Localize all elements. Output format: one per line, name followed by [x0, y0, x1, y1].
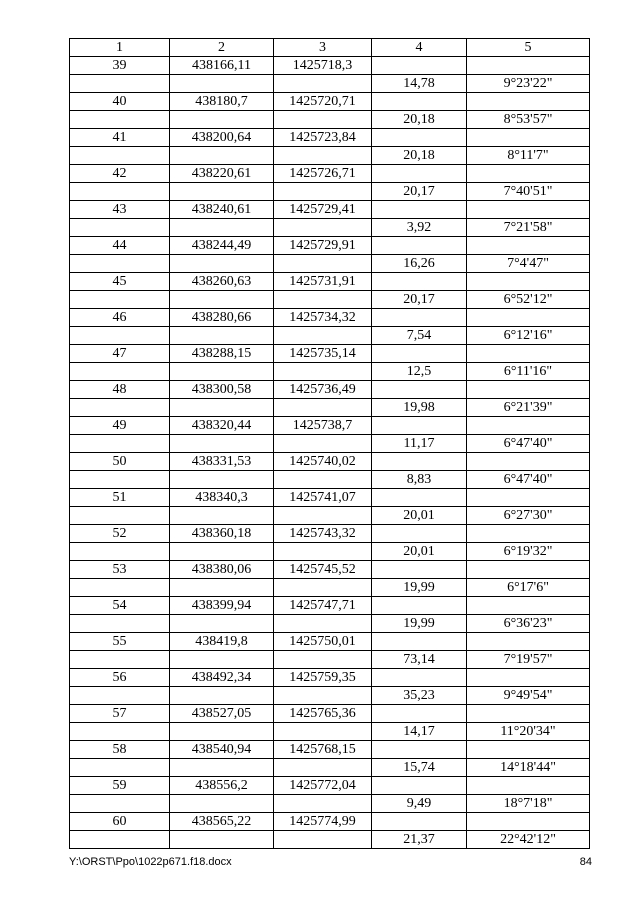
point-number-cell [70, 255, 170, 273]
angle-cell [467, 777, 590, 795]
distance-cell [372, 633, 467, 651]
point-number-cell: 41 [70, 129, 170, 147]
table-row [70, 183, 590, 201]
angle-cell: 22°42'12" [467, 831, 590, 849]
angle-cell [467, 93, 590, 111]
x-coordinate-cell: 438260,63 [170, 273, 274, 291]
y-coordinate-cell: 1425738,7 [274, 417, 372, 435]
point-number-cell: 55 [70, 633, 170, 651]
y-coordinate-cell: 1425768,15 [274, 741, 372, 759]
y-coordinate-cell [274, 435, 372, 453]
y-coordinate-cell [274, 471, 372, 489]
table-row [70, 543, 590, 561]
angle-cell: 9°23'22" [467, 75, 590, 93]
distance-cell: 8,83 [372, 471, 467, 489]
distance-cell: 35,23 [372, 687, 467, 705]
angle-cell [467, 669, 590, 687]
distance-cell: 19,99 [372, 615, 467, 633]
table-row [70, 705, 590, 723]
distance-cell [372, 129, 467, 147]
angle-cell [467, 417, 590, 435]
x-coordinate-cell: 438320,44 [170, 417, 274, 435]
y-coordinate-cell [274, 255, 372, 273]
y-coordinate-cell [274, 615, 372, 633]
y-coordinate-cell: 1425720,71 [274, 93, 372, 111]
x-coordinate-cell [170, 435, 274, 453]
table-row [70, 723, 590, 741]
table-row [70, 561, 590, 579]
distance-cell [372, 165, 467, 183]
header-col-2: 2 [170, 39, 274, 57]
x-coordinate-cell: 438565,22 [170, 813, 274, 831]
x-coordinate-cell: 438220,61 [170, 165, 274, 183]
x-coordinate-cell [170, 147, 274, 165]
x-coordinate-cell [170, 507, 274, 525]
table-row [70, 615, 590, 633]
angle-cell [467, 489, 590, 507]
coordinates-table [69, 38, 590, 849]
table-row [70, 381, 590, 399]
angle-cell [467, 813, 590, 831]
table-row [70, 489, 590, 507]
table-row [70, 579, 590, 597]
angle-cell: 6°27'30" [467, 507, 590, 525]
angle-cell [467, 129, 590, 147]
point-number-cell: 54 [70, 597, 170, 615]
x-coordinate-cell [170, 471, 274, 489]
x-coordinate-cell [170, 759, 274, 777]
angle-cell [467, 453, 590, 471]
point-number-cell: 46 [70, 309, 170, 327]
x-coordinate-cell [170, 327, 274, 345]
distance-cell [372, 381, 467, 399]
y-coordinate-cell [274, 75, 372, 93]
point-number-cell [70, 759, 170, 777]
distance-cell: 16,26 [372, 255, 467, 273]
table-row [70, 741, 590, 759]
x-coordinate-cell: 438180,7 [170, 93, 274, 111]
angle-cell: 6°11'16" [467, 363, 590, 381]
table-row [70, 471, 590, 489]
table-header-row [70, 39, 590, 57]
distance-cell [372, 309, 467, 327]
table-row [70, 399, 590, 417]
y-coordinate-cell [274, 543, 372, 561]
x-coordinate-cell [170, 543, 274, 561]
angle-cell: 6°21'39" [467, 399, 590, 417]
table-row [70, 57, 590, 75]
distance-cell: 20,17 [372, 291, 467, 309]
y-coordinate-cell: 1425740,02 [274, 453, 372, 471]
x-coordinate-cell: 438527,05 [170, 705, 274, 723]
table-row [70, 255, 590, 273]
point-number-cell: 48 [70, 381, 170, 399]
x-coordinate-cell: 438240,61 [170, 201, 274, 219]
angle-cell: 18°7'18" [467, 795, 590, 813]
x-coordinate-cell: 438380,06 [170, 561, 274, 579]
y-coordinate-cell [274, 219, 372, 237]
point-number-cell [70, 435, 170, 453]
distance-cell: 20,18 [372, 111, 467, 129]
x-coordinate-cell: 438540,94 [170, 741, 274, 759]
angle-cell: 6°47'40" [467, 471, 590, 489]
y-coordinate-cell [274, 399, 372, 417]
y-coordinate-cell: 1425729,41 [274, 201, 372, 219]
x-coordinate-cell [170, 183, 274, 201]
table-row [70, 165, 590, 183]
angle-cell [467, 273, 590, 291]
x-coordinate-cell: 438244,49 [170, 237, 274, 255]
point-number-cell: 50 [70, 453, 170, 471]
angle-cell [467, 201, 590, 219]
y-coordinate-cell [274, 723, 372, 741]
table-row [70, 327, 590, 345]
point-number-cell [70, 219, 170, 237]
y-coordinate-cell [274, 831, 372, 849]
x-coordinate-cell [170, 687, 274, 705]
angle-cell [467, 309, 590, 327]
angle-cell [467, 525, 590, 543]
distance-cell: 19,98 [372, 399, 467, 417]
distance-cell: 15,74 [372, 759, 467, 777]
x-coordinate-cell [170, 723, 274, 741]
table-row [70, 237, 590, 255]
point-number-cell: 49 [70, 417, 170, 435]
point-number-cell [70, 291, 170, 309]
y-coordinate-cell: 1425747,71 [274, 597, 372, 615]
point-number-cell [70, 399, 170, 417]
y-coordinate-cell: 1425726,71 [274, 165, 372, 183]
angle-cell [467, 345, 590, 363]
header-col-4: 4 [372, 39, 467, 57]
point-number-cell [70, 723, 170, 741]
distance-cell [372, 273, 467, 291]
footer-file-path: Y:\ORST\Ppo\1022p671.f18.docx [69, 856, 232, 868]
point-number-cell [70, 471, 170, 489]
distance-cell [372, 669, 467, 687]
table-row [70, 345, 590, 363]
point-number-cell [70, 507, 170, 525]
table-row [70, 651, 590, 669]
point-number-cell: 56 [70, 669, 170, 687]
distance-cell [372, 525, 467, 543]
angle-cell: 14°18'44" [467, 759, 590, 777]
point-number-cell [70, 687, 170, 705]
y-coordinate-cell: 1425765,36 [274, 705, 372, 723]
distance-cell: 20,18 [372, 147, 467, 165]
table-row [70, 597, 590, 615]
angle-cell: 7°21'58" [467, 219, 590, 237]
x-coordinate-cell: 438331,53 [170, 453, 274, 471]
table-body [70, 57, 590, 849]
table-row [70, 273, 590, 291]
distance-cell [372, 57, 467, 75]
header-col-3: 3 [274, 39, 372, 57]
y-coordinate-cell [274, 651, 372, 669]
x-coordinate-cell: 438419,8 [170, 633, 274, 651]
distance-cell [372, 813, 467, 831]
angle-cell: 6°17'6" [467, 579, 590, 597]
distance-cell: 9,49 [372, 795, 467, 813]
y-coordinate-cell: 1425750,01 [274, 633, 372, 651]
x-coordinate-cell [170, 75, 274, 93]
point-number-cell: 53 [70, 561, 170, 579]
y-coordinate-cell: 1425772,04 [274, 777, 372, 795]
y-coordinate-cell [274, 759, 372, 777]
distance-cell [372, 741, 467, 759]
angle-cell: 9°49'54" [467, 687, 590, 705]
x-coordinate-cell [170, 399, 274, 417]
angle-cell: 6°36'23" [467, 615, 590, 633]
y-coordinate-cell [274, 327, 372, 345]
header-col-5: 5 [467, 39, 590, 57]
table-row [70, 75, 590, 93]
distance-cell: 7,54 [372, 327, 467, 345]
angle-cell: 7°19'57" [467, 651, 590, 669]
table-row [70, 291, 590, 309]
point-number-cell: 59 [70, 777, 170, 795]
point-number-cell [70, 75, 170, 93]
distance-cell [372, 705, 467, 723]
point-number-cell: 57 [70, 705, 170, 723]
x-coordinate-cell: 438288,15 [170, 345, 274, 363]
angle-cell: 8°11'7" [467, 147, 590, 165]
point-number-cell: 40 [70, 93, 170, 111]
y-coordinate-cell [274, 363, 372, 381]
y-coordinate-cell [274, 147, 372, 165]
table-row [70, 201, 590, 219]
y-coordinate-cell [274, 507, 372, 525]
angle-cell: 6°52'12" [467, 291, 590, 309]
distance-cell [372, 453, 467, 471]
y-coordinate-cell [274, 111, 372, 129]
x-coordinate-cell [170, 651, 274, 669]
table-row [70, 795, 590, 813]
angle-cell [467, 237, 590, 255]
point-number-cell [70, 651, 170, 669]
x-coordinate-cell: 438166,11 [170, 57, 274, 75]
angle-cell [467, 561, 590, 579]
table-row [70, 507, 590, 525]
x-coordinate-cell [170, 579, 274, 597]
angle-cell [467, 741, 590, 759]
x-coordinate-cell: 438200,64 [170, 129, 274, 147]
table-row [70, 669, 590, 687]
x-coordinate-cell [170, 255, 274, 273]
table-row [70, 813, 590, 831]
distance-cell: 11,17 [372, 435, 467, 453]
footer-page-number: 84 [579, 856, 592, 868]
distance-cell [372, 345, 467, 363]
y-coordinate-cell: 1425745,52 [274, 561, 372, 579]
distance-cell [372, 489, 467, 507]
y-coordinate-cell [274, 291, 372, 309]
header-col-1: 1 [70, 39, 170, 57]
angle-cell [467, 597, 590, 615]
point-number-cell: 44 [70, 237, 170, 255]
table-row [70, 363, 590, 381]
y-coordinate-cell: 1425736,49 [274, 381, 372, 399]
x-coordinate-cell [170, 615, 274, 633]
distance-cell: 12,5 [372, 363, 467, 381]
angle-cell [467, 381, 590, 399]
table-row [70, 759, 590, 777]
distance-cell [372, 777, 467, 795]
point-number-cell [70, 327, 170, 345]
distance-cell: 19,99 [372, 579, 467, 597]
point-number-cell: 39 [70, 57, 170, 75]
angle-cell [467, 165, 590, 183]
distance-cell [372, 561, 467, 579]
x-coordinate-cell: 438492,34 [170, 669, 274, 687]
y-coordinate-cell: 1425759,35 [274, 669, 372, 687]
table-row [70, 777, 590, 795]
x-coordinate-cell: 438556,2 [170, 777, 274, 795]
distance-cell: 14,78 [372, 75, 467, 93]
x-coordinate-cell [170, 795, 274, 813]
point-number-cell: 43 [70, 201, 170, 219]
y-coordinate-cell: 1425743,32 [274, 525, 372, 543]
y-coordinate-cell: 1425735,14 [274, 345, 372, 363]
point-number-cell: 52 [70, 525, 170, 543]
distance-cell [372, 93, 467, 111]
table-row [70, 309, 590, 327]
table-row [70, 435, 590, 453]
angle-cell [467, 633, 590, 651]
table-row [70, 111, 590, 129]
table-row [70, 417, 590, 435]
angle-cell: 7°40'51" [467, 183, 590, 201]
distance-cell: 3,92 [372, 219, 467, 237]
y-coordinate-cell: 1425741,07 [274, 489, 372, 507]
angle-cell: 6°19'32" [467, 543, 590, 561]
table-row [70, 453, 590, 471]
y-coordinate-cell [274, 183, 372, 201]
distance-cell [372, 201, 467, 219]
angle-cell [467, 705, 590, 723]
table-row [70, 129, 590, 147]
y-coordinate-cell [274, 795, 372, 813]
x-coordinate-cell: 438300,58 [170, 381, 274, 399]
point-number-cell [70, 795, 170, 813]
y-coordinate-cell: 1425723,84 [274, 129, 372, 147]
point-number-cell: 45 [70, 273, 170, 291]
y-coordinate-cell [274, 687, 372, 705]
y-coordinate-cell: 1425774,99 [274, 813, 372, 831]
angle-cell: 6°12'16" [467, 327, 590, 345]
distance-cell: 73,14 [372, 651, 467, 669]
y-coordinate-cell: 1425734,32 [274, 309, 372, 327]
point-number-cell [70, 579, 170, 597]
y-coordinate-cell: 1425729,91 [274, 237, 372, 255]
table-row [70, 633, 590, 651]
angle-cell: 6°47'40" [467, 435, 590, 453]
x-coordinate-cell [170, 219, 274, 237]
point-number-cell: 42 [70, 165, 170, 183]
point-number-cell: 60 [70, 813, 170, 831]
point-number-cell [70, 615, 170, 633]
point-number-cell: 58 [70, 741, 170, 759]
distance-cell [372, 417, 467, 435]
point-number-cell [70, 831, 170, 849]
x-coordinate-cell: 438280,66 [170, 309, 274, 327]
distance-cell: 20,01 [372, 507, 467, 525]
x-coordinate-cell [170, 291, 274, 309]
table-row [70, 93, 590, 111]
x-coordinate-cell: 438360,18 [170, 525, 274, 543]
y-coordinate-cell [274, 579, 372, 597]
y-coordinate-cell: 1425718,3 [274, 57, 372, 75]
table-row [70, 687, 590, 705]
angle-cell [467, 57, 590, 75]
distance-cell: 21,37 [372, 831, 467, 849]
angle-cell: 8°53'57" [467, 111, 590, 129]
distance-cell [372, 597, 467, 615]
table-row [70, 525, 590, 543]
distance-cell: 14,17 [372, 723, 467, 741]
point-number-cell: 51 [70, 489, 170, 507]
table-row [70, 831, 590, 849]
x-coordinate-cell: 438340,3 [170, 489, 274, 507]
x-coordinate-cell [170, 831, 274, 849]
angle-cell: 11°20'34" [467, 723, 590, 741]
point-number-cell: 47 [70, 345, 170, 363]
distance-cell: 20,17 [372, 183, 467, 201]
point-number-cell [70, 363, 170, 381]
y-coordinate-cell: 1425731,91 [274, 273, 372, 291]
point-number-cell [70, 543, 170, 561]
distance-cell [372, 237, 467, 255]
point-number-cell [70, 183, 170, 201]
table-row [70, 147, 590, 165]
point-number-cell [70, 147, 170, 165]
distance-cell: 20,01 [372, 543, 467, 561]
x-coordinate-cell: 438399,94 [170, 597, 274, 615]
angle-cell: 7°4'47" [467, 255, 590, 273]
x-coordinate-cell [170, 363, 274, 381]
table-row [70, 219, 590, 237]
point-number-cell [70, 111, 170, 129]
x-coordinate-cell [170, 111, 274, 129]
